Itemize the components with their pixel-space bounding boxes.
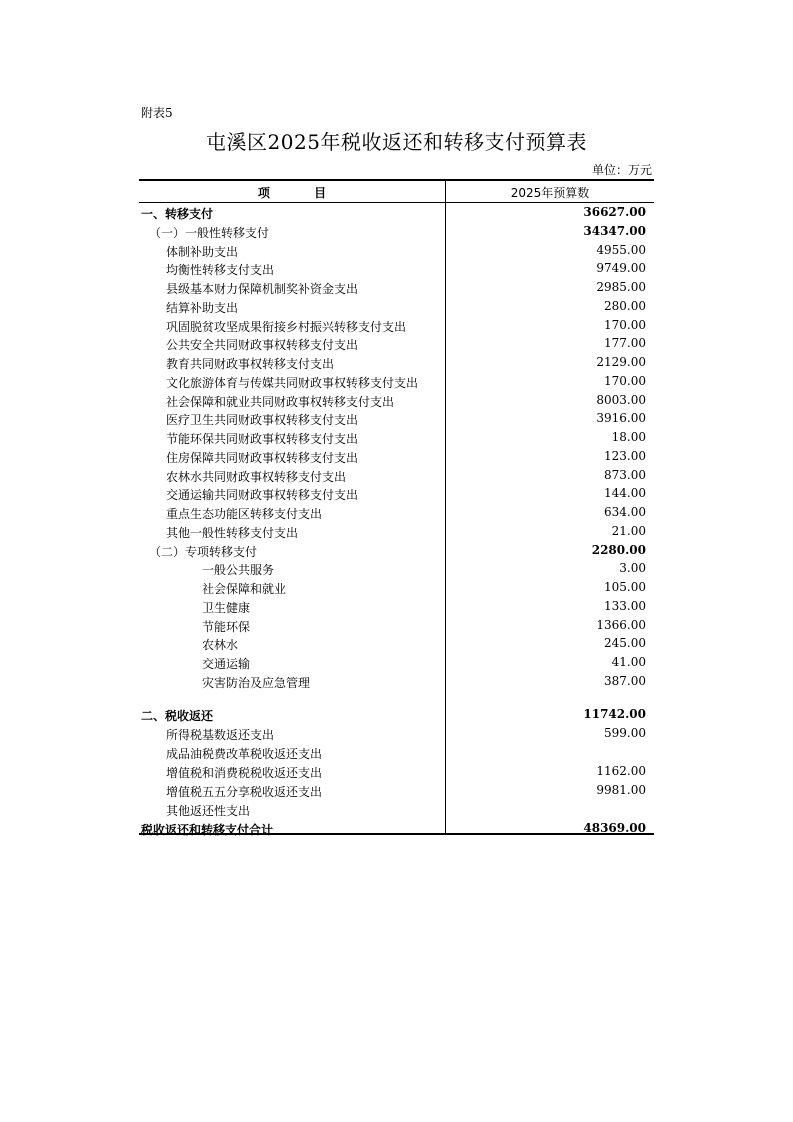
table-row [139, 203, 654, 221]
budget-table [139, 179, 654, 835]
table-row [139, 653, 654, 671]
row-label: 交通运输共同财政事权转移支付支出 [166, 488, 359, 503]
row-label: 增值税和消费税税收返还支出 [166, 765, 323, 780]
table-row [139, 297, 654, 315]
table-row [139, 743, 654, 761]
total-label: 税收返还和转移支付合计 [141, 823, 274, 837]
row-label: 交通运输 [202, 657, 251, 671]
row-value: 9749.00 [596, 261, 646, 276]
table-row [139, 522, 654, 540]
row-label: （二）专项转移支付 [149, 544, 258, 559]
row-label: 医疗卫生共同财政事权转移支付支出 [166, 413, 359, 428]
table-row [139, 705, 654, 723]
row-label: 社会保障和就业共同财政事权转移支付支出 [166, 394, 395, 409]
header-item: 项 目 [257, 186, 327, 200]
row-value: 21.00 [611, 523, 646, 538]
row-value: 133.00 [604, 598, 646, 613]
row-label: 其他返还性支出 [166, 803, 251, 818]
table-row [139, 597, 654, 615]
row-value: 105.00 [604, 580, 646, 594]
row-value: 123.00 [604, 448, 646, 463]
row-label: 所得税基数返还支出 [166, 727, 275, 742]
table-row [139, 634, 654, 652]
row-value: 9981.00 [596, 782, 646, 797]
table-row [139, 559, 654, 577]
row-label: 文化旅游体育与传媒共同财政事权转移支付支出 [166, 375, 419, 390]
table-row [139, 353, 654, 371]
row-label: 卫生健康 [202, 600, 251, 615]
row-value: 1162.00 [596, 763, 646, 778]
row-value: 2129.00 [596, 355, 646, 369]
table-row [139, 800, 654, 818]
row-label: （一）一般性转移支付 [149, 225, 270, 240]
row-label: 一、转移支付 [141, 207, 214, 221]
row-label: 住房保障共同财政事权转移支付支出 [166, 450, 359, 465]
row-value: 634.00 [604, 505, 646, 519]
row-label: 节能环保 [202, 619, 251, 634]
row-label: 其他一般性转移支付支出 [166, 525, 299, 540]
row-value: 873.00 [604, 467, 646, 482]
table-row [139, 428, 654, 446]
row-label: 灾害防治及应急管理 [202, 675, 311, 690]
row-value: 2985.00 [596, 280, 646, 294]
row-label: 节能环保共同财政事权转移支付支出 [166, 432, 359, 446]
row-label: 县级基本财力保障机制奖补资金支出 [166, 282, 359, 296]
table-row [139, 316, 654, 334]
table-row [139, 578, 654, 596]
table-row [139, 372, 654, 390]
row-value: 36627.00 [583, 205, 646, 219]
row-value: 8003.00 [596, 392, 646, 407]
row-value: 170.00 [604, 373, 646, 388]
row-value: 41.00 [611, 655, 646, 669]
table-row [139, 222, 654, 240]
table-header [139, 181, 654, 203]
row-label: 巩固脱贫攻坚成果衔接乡村振兴转移支付支出 [166, 319, 407, 334]
row-value: 170.00 [604, 317, 646, 332]
row-label: 重点生态功能区转移支付支出 [166, 507, 323, 521]
header-budget: 2025年预算数 [510, 186, 590, 200]
row-value: 280.00 [604, 298, 646, 313]
total-row [139, 819, 654, 837]
row-label: 教育共同财政事权转移支付支出 [166, 357, 335, 371]
row-label: 公共安全共同财政事权转移支付支出 [166, 338, 359, 353]
row-label: 均衡性转移支付支出 [166, 263, 275, 278]
row-value: 4955.00 [596, 242, 646, 257]
row-label: 结算补助支出 [166, 300, 239, 315]
table-row [139, 541, 654, 559]
unit-label: 单位：万元 [591, 163, 652, 177]
row-value: 245.00 [604, 636, 646, 651]
table-row [139, 781, 654, 799]
table-row [139, 391, 654, 409]
row-label: 农林水 [202, 638, 239, 653]
table-row [139, 409, 654, 427]
table-row [139, 334, 654, 352]
page-title: 屯溪区2025年税收返还和转移支付预算表 [206, 130, 587, 154]
row-label: 增值税五五分享税收返还支出 [166, 784, 323, 799]
row-value: 1366.00 [596, 617, 646, 632]
table-row [139, 278, 654, 296]
row-value: 144.00 [604, 486, 646, 501]
row-label: 社会保障和就业 [202, 582, 287, 596]
row-value: 2280.00 [591, 542, 646, 557]
total-value: 48369.00 [583, 821, 646, 835]
table-row [139, 466, 654, 484]
table-row [139, 503, 654, 521]
table-row [139, 616, 654, 634]
table-row [139, 484, 654, 502]
row-value: 3916.00 [596, 411, 646, 426]
row-value: 11742.00 [583, 707, 646, 721]
row-value: 177.00 [604, 336, 646, 351]
row-value: 18.00 [611, 430, 646, 444]
table-row [139, 724, 654, 742]
row-value: 3.00 [619, 561, 646, 576]
table-row [139, 672, 654, 690]
table-row [139, 762, 654, 780]
row-value: 599.00 [604, 725, 646, 740]
row-label: 二、税收返还 [141, 709, 214, 723]
row-value: 34347.00 [583, 223, 646, 238]
row-value: 387.00 [604, 673, 646, 688]
table-row [139, 259, 654, 277]
row-label: 一般公共服务 [202, 563, 275, 578]
table-row [139, 241, 654, 259]
row-label: 农林水共同财政事权转移支付支出 [166, 469, 347, 484]
row-label: 体制补助支出 [166, 244, 239, 259]
annex-label: 附表5 [141, 106, 173, 120]
row-label: 成品油税费改革税收返还支出 [166, 746, 323, 761]
table-row [139, 447, 654, 465]
